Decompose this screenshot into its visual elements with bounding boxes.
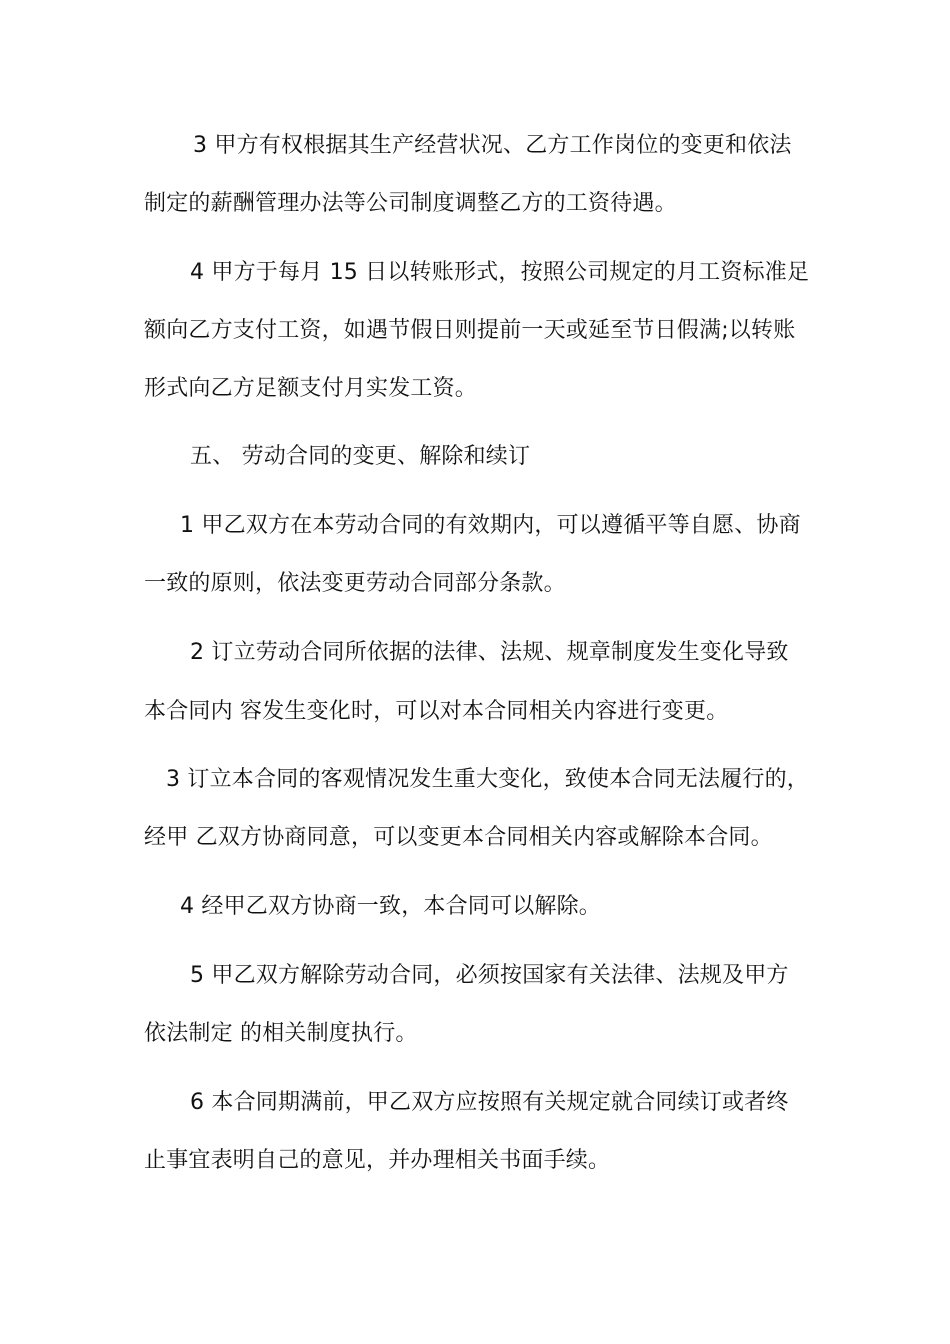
paragraph-line: 额向乙方支付工资，如遇节假日则提前一天或延至节日假满;以转账 — [144, 318, 796, 343]
paragraph-line: 依法制定 的相关制度执行。 — [144, 1021, 418, 1046]
paragraph-line: 4 甲方于每月 15 日以转账形式，按照公司规定的月工资标准足 — [190, 260, 810, 285]
paragraph-line: 本合同内 容发生变化时，可以对本合同相关内容进行变更。 — [144, 699, 729, 724]
paragraph-line: 3 甲方有权根据其生产经营状况、乙方工作岗位的变更和依法 — [193, 133, 792, 158]
paragraph-line: 6 本合同期满前，甲乙双方应按照有关规定就合同续订或者终 — [190, 1090, 789, 1115]
section-heading: 五、 劳动合同的变更、解除和续订 — [190, 444, 531, 469]
paragraph-line: 经甲 乙双方协商同意，可以变更本合同相关内容或解除本合同。 — [144, 825, 773, 850]
paragraph-line: 制定的薪酬管理办法等公司制度调整乙方的工资待遇。 — [144, 191, 677, 216]
paragraph-line: 一致的原则，依法变更劳动合同部分条款。 — [144, 571, 566, 596]
paragraph-line: 3 订立本合同的客观情况发生重大变化，致使本合同无法履行的， — [166, 767, 809, 792]
paragraph-line: 5 甲乙双方解除劳动合同，必须按国家有关法律、法规及甲方 — [190, 963, 789, 988]
paragraph-line: 2 订立劳动合同所依据的法律、法规、规章制度发生变化导致 — [190, 640, 789, 665]
paragraph-line: 止事宜表明自己的意见，并办理相关书面手续。 — [144, 1148, 611, 1173]
paragraph-line: 形式向乙方足额支付月实发工资。 — [144, 376, 478, 401]
paragraph-line: 4 经甲乙双方协商一致，本合同可以解除。 — [180, 894, 601, 919]
paragraph-line: 1 甲乙双方在本劳动合同的有效期内，可以遵循平等自愿、协商 — [180, 513, 801, 538]
